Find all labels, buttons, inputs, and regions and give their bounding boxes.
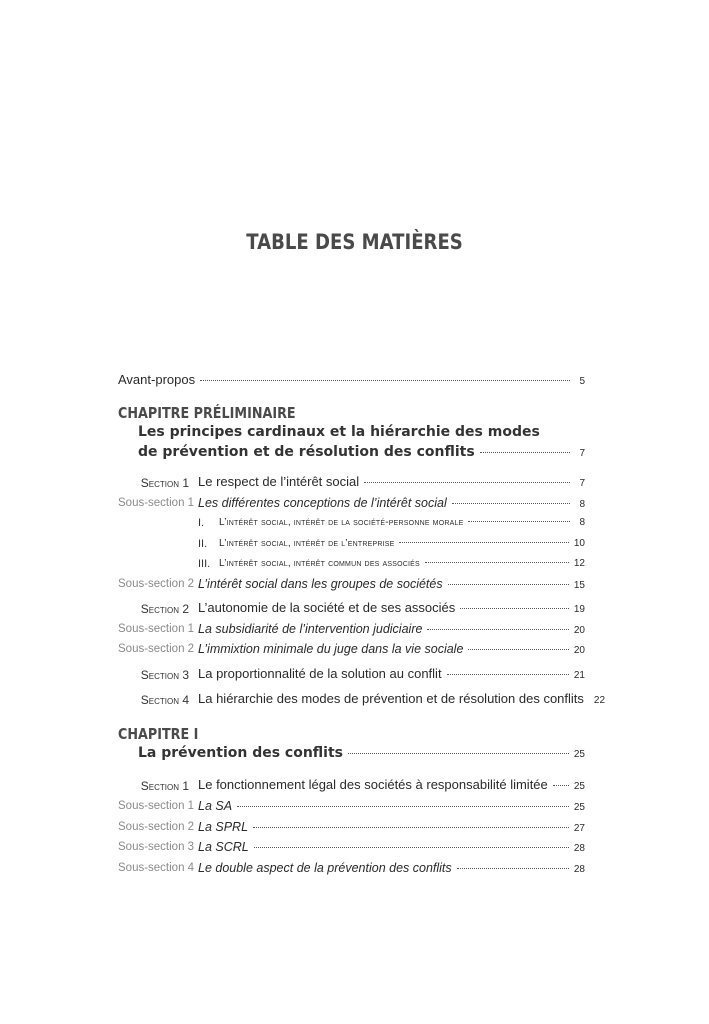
section-label: Section 1 — [140, 476, 189, 490]
page-number: 20 — [573, 625, 585, 636]
page-number: 28 — [573, 843, 585, 854]
subsection-label: Sous-section 4 — [118, 862, 195, 874]
toc-entry[interactable] — [219, 517, 585, 528]
page-number: 28 — [573, 864, 585, 875]
subsection-label: Sous-section 1 — [118, 497, 195, 509]
toc-entry[interactable] — [198, 799, 585, 813]
page-number: 27 — [573, 823, 585, 834]
toc-entry-avant-propos[interactable] — [118, 372, 585, 387]
toc-entry[interactable] — [198, 622, 585, 636]
entry-text: La subsidiarité de l’intervention judiciaire — [198, 622, 423, 636]
chapter-subtitle-text: La prévention des conflits — [138, 745, 344, 761]
leader-dots — [427, 629, 568, 630]
leader-dots — [399, 542, 568, 543]
entry-text: Le respect de l’intérêt social — [198, 474, 360, 489]
leader-dots — [457, 868, 569, 869]
subsection-label: Sous-section 1 — [118, 623, 195, 635]
subsection-label: Sous-section 2 — [118, 578, 195, 590]
entry-text: Le fonctionnement légal des sociétés à responsabilité limitée — [198, 777, 548, 792]
leader-dots — [200, 380, 570, 381]
page-number: 7 — [579, 448, 585, 459]
leader-dots — [447, 674, 569, 675]
leader-dots — [553, 785, 569, 786]
entry-text: L’autonomie de la société et de ses associés — [198, 600, 456, 615]
subsection-label: Sous-section 1 — [118, 800, 195, 812]
entry-text: L’intérêt social, intérêt commun des associés — [219, 558, 420, 569]
toc-entry-chapitre-prelim[interactable] — [138, 444, 585, 460]
toc-entry[interactable] — [198, 691, 606, 706]
leader-dots — [253, 827, 569, 828]
entry-text: La SA — [198, 799, 233, 813]
toc-entry[interactable] — [198, 600, 585, 615]
toc-entry[interactable] — [219, 558, 585, 569]
leader-dots — [254, 847, 569, 848]
leader-dots — [452, 503, 570, 504]
page-number: 12 — [573, 558, 585, 569]
page-number: 10 — [573, 538, 585, 549]
page-number: 25 — [573, 802, 585, 813]
section-label: Section 4 — [140, 693, 189, 707]
chapter-subtitle-line1 — [138, 424, 540, 440]
entry-text: La SCRL — [198, 840, 249, 854]
subsection-label: Sous-section 2 — [118, 643, 195, 655]
chapter-subtitle-text: de prévention et de résolution des conflits — [138, 444, 475, 460]
subsection-label: Sous-section 3 — [118, 841, 195, 853]
roman-numeral: I. — [198, 517, 205, 529]
page-number: 20 — [573, 645, 585, 656]
page-number: 7 — [579, 478, 585, 489]
chapter-heading: CHAPITRE I — [118, 725, 199, 743]
toc-entry[interactable] — [198, 820, 585, 834]
page-number: 5 — [579, 376, 585, 387]
leader-dots — [480, 452, 570, 453]
toc-entry[interactable] — [198, 577, 585, 591]
chapter-subtitle-text: Les principes cardinaux et la hiérarchie des modes — [138, 424, 540, 440]
page-number: 19 — [573, 604, 585, 615]
page-title: TABLE DES MATIÈRES — [246, 230, 463, 254]
leader-dots — [364, 482, 570, 483]
toc-entry-chapitre-1[interactable] — [138, 745, 585, 761]
leader-dots — [460, 608, 569, 609]
page-number: 25 — [573, 749, 585, 760]
leader-dots — [348, 753, 569, 754]
entry-text: Les différentes conceptions de l’intérêt social — [198, 496, 447, 510]
toc-entry[interactable] — [198, 777, 585, 792]
page-number: 22 — [593, 695, 606, 706]
toc-entry[interactable] — [198, 840, 585, 854]
toc-entry[interactable] — [198, 861, 585, 875]
entry-text: L’intérêt social, intérêt de la société-personne morale — [219, 517, 464, 528]
page-number: 8 — [579, 517, 585, 528]
chapter-heading: CHAPITRE PRÉLIMINAIRE — [118, 404, 296, 422]
entry-text: La proportionnalité de la solution au conflit — [198, 666, 442, 681]
entry-text: La hiérarchie des modes de prévention et de résolution des conflits — [198, 691, 584, 706]
leader-dots — [237, 806, 569, 807]
leader-dots — [468, 649, 568, 650]
entry-text: Avant-propos — [118, 372, 196, 387]
entry-text: L’immixtion minimale du juge dans la vie sociale — [198, 642, 464, 656]
leader-dots — [425, 562, 569, 563]
section-label: Section 3 — [140, 668, 189, 682]
section-label: Section 2 — [140, 602, 189, 616]
toc-entry[interactable] — [219, 538, 585, 549]
page-number: 21 — [573, 670, 585, 681]
page-number: 15 — [573, 580, 585, 591]
entry-text: La SPRL — [198, 820, 249, 834]
subsection-label: Sous-section 2 — [118, 821, 195, 833]
leader-dots — [468, 521, 570, 522]
entry-text: L’intérêt social, intérêt de l’entreprise — [219, 538, 395, 549]
toc-entry[interactable] — [198, 496, 585, 510]
entry-text: Le double aspect de la prévention des conflits — [198, 861, 452, 875]
roman-numeral: III. — [198, 558, 211, 570]
roman-numeral: II. — [198, 538, 208, 550]
toc-entry[interactable] — [198, 666, 585, 681]
section-label: Section 1 — [140, 779, 189, 793]
entry-text: L’intérêt social dans les groupes de sociétés — [198, 577, 443, 591]
page-number: 25 — [573, 781, 585, 792]
toc-entry[interactable] — [198, 642, 585, 656]
leader-dots — [448, 584, 569, 585]
toc-entry[interactable] — [198, 474, 585, 489]
page-number: 8 — [579, 499, 585, 510]
